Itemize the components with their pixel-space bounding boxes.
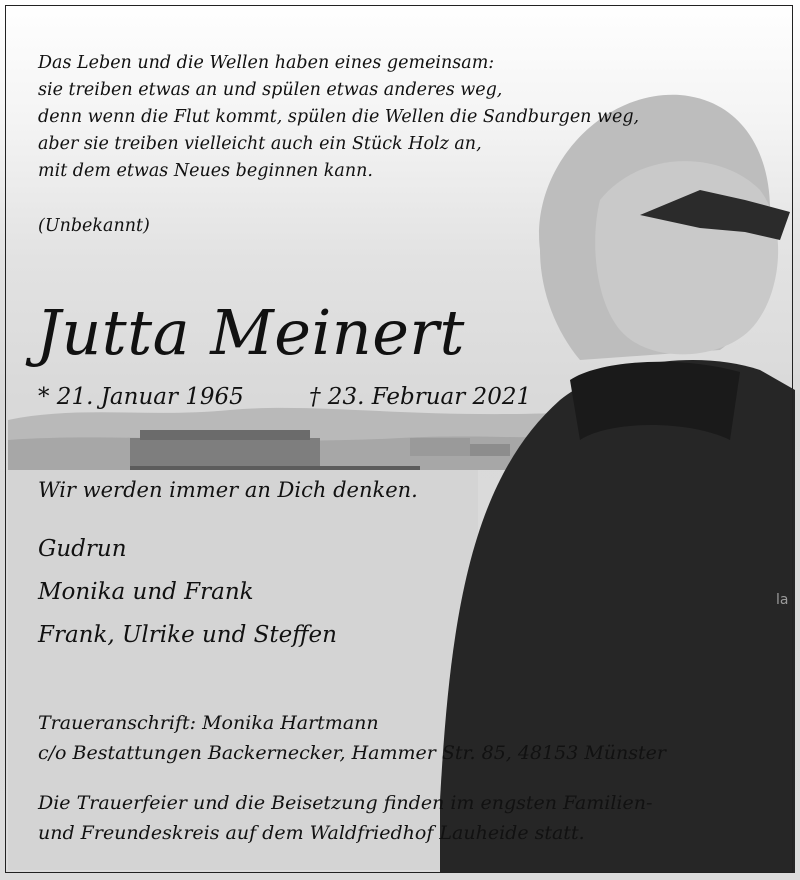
poem-line: Das Leben und die Wellen haben eines gemeinsam: xyxy=(38,53,495,73)
poem-line: sie treiben etwas an und spülen etwas anderes weg, xyxy=(38,80,503,100)
ceremony-info xyxy=(38,788,652,848)
poem-line: aber sie treiben vielleicht auch ein Stück Holz an, xyxy=(38,134,482,154)
address-line: Traueranschrift: Monika Hartmann xyxy=(38,712,379,734)
poem-line: mit dem etwas Neues beginnen kann. xyxy=(38,161,373,181)
birth-date: * 21. Januar 1965 xyxy=(38,384,244,410)
death-date: † 23. Februar 2021 xyxy=(309,384,532,410)
mourner-name: Monika und Frank xyxy=(38,579,254,605)
deceased-name: Jutta Meinert xyxy=(36,296,465,369)
mourner-name: Frank, Ulrike und Steffen xyxy=(38,622,337,648)
address-line: c/o Bestattungen Backernecker, Hammer Str. 85, 48153 Münster xyxy=(38,742,666,764)
mourner-name: Gudrun xyxy=(38,536,127,562)
poem-line: denn wenn die Flut kommt, spülen die Wellen die Sandburgen weg, xyxy=(38,107,640,127)
mourners-list xyxy=(38,528,337,657)
jacket-logo: la xyxy=(776,592,789,608)
ceremony-line: und Freundeskreis auf dem Waldfriedhof Lauheide statt. xyxy=(38,822,585,844)
ceremony-line: Die Trauerfeier und die Beisetzung finden im engsten Familien- xyxy=(38,792,653,814)
poem xyxy=(38,50,639,185)
mourning-address xyxy=(38,708,666,768)
poem-source: (Unbekannt) xyxy=(38,216,150,236)
memorial-motto: Wir werden immer an Dich denken. xyxy=(38,478,418,502)
